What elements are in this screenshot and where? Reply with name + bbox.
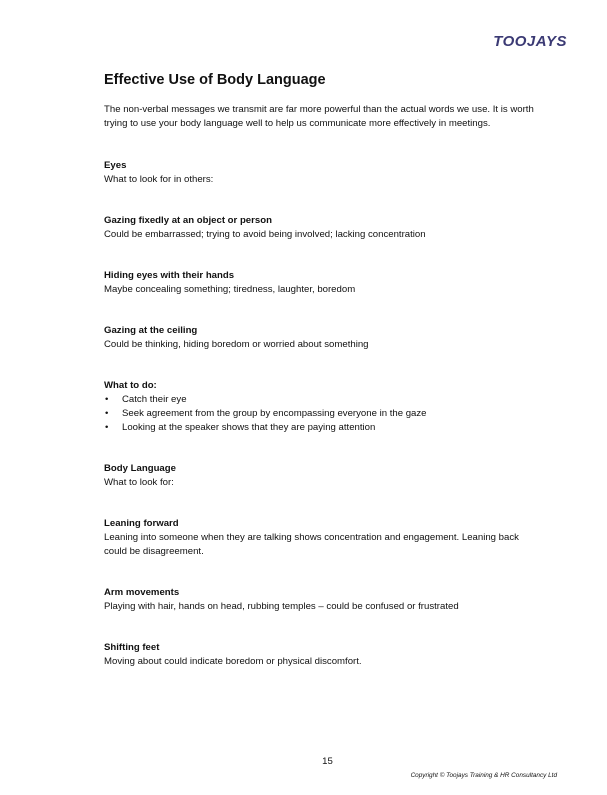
section-heading: Hiding eyes with their hands [104, 270, 235, 281]
section-hiding [104, 269, 544, 297]
list-item [104, 421, 544, 435]
section-heading: Eyes [104, 160, 127, 171]
section-subheading: What to look for in others: [104, 174, 214, 185]
bullet-icon: • [105, 394, 109, 405]
section-heading: Leaning forward [104, 518, 179, 529]
section-what-to-do [104, 379, 544, 435]
intro-paragraph: The non-verbal messages we transmit are far more powerful than the actual words we use. It is worth trying to use your body language well to help us communicate more effectively in meetings. [104, 104, 534, 129]
section-arm-movements [104, 586, 544, 614]
section-subheading: What to look for: [104, 477, 174, 488]
document-body [104, 70, 544, 669]
section-text: Moving about could indicate boredom or physical discomfort. [104, 656, 362, 667]
section-heading: What to do: [104, 380, 157, 391]
section-gazing [104, 214, 544, 242]
section-leaning [104, 517, 544, 559]
section-text: Could be thinking, hiding boredom or worried about something [104, 339, 369, 350]
list-item [104, 407, 544, 421]
bullet-list [104, 393, 544, 435]
list-item-text: Catch their eye [122, 394, 187, 405]
section-heading: Gazing at the ceiling [104, 325, 198, 336]
section-heading: Gazing fixedly at an object or person [104, 215, 272, 226]
page-title: Effective Use of Body Language [104, 72, 326, 88]
list-item [104, 393, 544, 407]
section-text: Maybe concealing something; tiredness, laughter, boredom [104, 284, 356, 295]
section-heading: Arm movements [104, 587, 180, 598]
list-item-text: Seek agreement from the group by encompassing everyone in the gaze [122, 408, 427, 419]
section-body-language [104, 462, 544, 490]
section-eyes [104, 159, 544, 187]
section-ceiling [104, 324, 544, 352]
brand-logo: TOOJAYS [493, 33, 567, 50]
section-text: Leaning into someone when they are talking shows concentration and engagement. Leaning back could be disagreement. [104, 532, 519, 557]
bullet-icon: • [105, 408, 109, 419]
section-text: Could be embarrassed; trying to avoid being involved; lacking concentration [104, 229, 426, 240]
section-heading: Body Language [104, 463, 176, 474]
section-shifting-feet [104, 641, 544, 669]
copyright-notice: Copyright © Toojays Training & HR Consultancy Ltd [410, 772, 557, 779]
section-heading: Shifting feet [104, 642, 160, 653]
page-number: 15 [322, 756, 333, 767]
list-item-text: Looking at the speaker shows that they are paying attention [122, 422, 376, 433]
bullet-icon: • [105, 422, 109, 433]
section-text: Playing with hair, hands on head, rubbing temples – could be confused or frustrated [104, 601, 459, 612]
